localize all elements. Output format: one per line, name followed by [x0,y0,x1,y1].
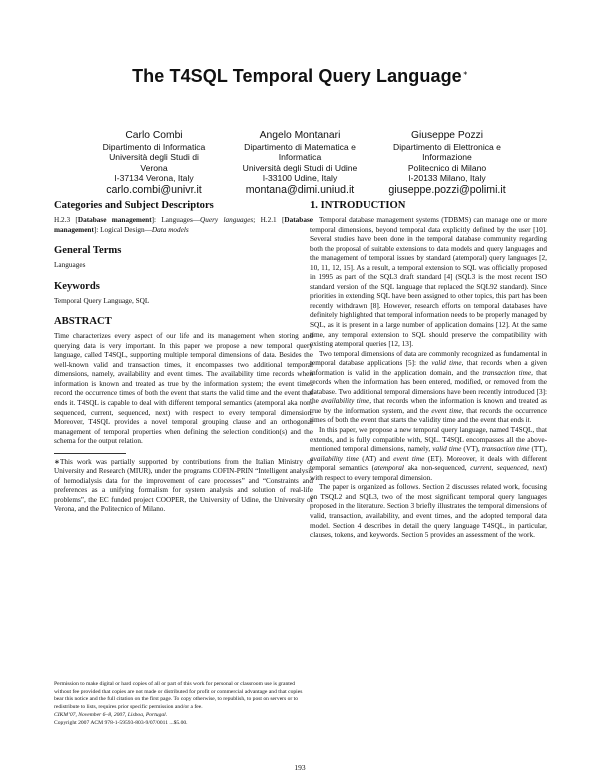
footnote-divider [54,453,126,454]
author-name: Giuseppe Pozzi [410,130,484,141]
author-email: giuseppe.pozzi@polimi.it [388,183,506,196]
author-affiliation-line: Dipartimento di Elettronica e [393,142,501,152]
intro-paragraph-1: Temporal database management systems (TDBMS) can manage one or more temporal dimensions, beyond temporal data explicitly defined by the user [10]. Several studies have been done in the temporal database community regarding both the proposal of suitable extensions to data models and query languages and the management of temporal issues by standard (atemporal) query languages [2, 10, 11, 12, 15]. As a result, a temporal extension to SQL was officially proposed in 1995 as part of the SQL3 draft standard [4] (SQL3 is the most recent ISO standard version of the SQL language that replaced the SQL92 standard). Since priorities in extending SQL have been assigned to other topics, this part has been recently withdrawn [8]. However, research efforts on temporal databases have definitely highlighted that temporal information needs to be properly managed by SQL, as it is present in a large number of application domains [12]. At the same time, any temporal extension to SQL should preserve the compatibility with existing atemporal queries [12, 13]. [310,216,547,349]
categories-heading: Categories and Subject Descriptors [54,200,214,211]
right-column [310,200,547,541]
permission-block [54,681,313,727]
categories-text: H.2.3 [Database management]: Languages—Query languages; H.2.1 [Database management]: Logical Design—Data models [54,216,314,234]
general-terms-heading: General Terms [54,245,122,257]
copyright-text: Copyright 2007 ACM 978-1-59593-803-9/07/0011 ...$5.00. [54,719,188,726]
author-affiliation-line: Università degli Studi di [109,152,199,163]
author-affiliation-line: Informazione [422,152,472,163]
author-name: Carlo Combi [125,130,183,141]
author-block-2 [222,129,378,197]
author-email: carlo.combi@univr.it [106,183,202,196]
author-affiliation-line: Dipartimento di Matematica e [244,142,356,152]
abstract-text: Time characterizes every aspect of our life and its management when storing and querying data is very important. In this paper we propose a new temporal query language, called T4SQL, supporting multiple temporal dimensions of data. Besides the well-known valid and transaction times, it encompasses two additional temporal dimensions, namely, availability and event times. The availability time records when information is known and treated as true by the information system; the event times record the occurrence times of both the event that starts the valid time and the event that ends it. T4SQL is capable to deal with different temporal semantics (atemporal aka non-sequenced, current, sequenced, next) with respect to every temporal dimension. Moreover, T4SQL provides a novel temporal grouping clause and an orthogonal management of temporal properties when defining the selection condition(s) and the schema for the output relation. [54,332,313,446]
intro-paragraph-3: In this paper, we propose a new temporal query language, named T4SQL, that extends, and is fully compatible with, SQL. T4SQL encompasses all the above-mentioned temporal dimensions, namely, valid time (VT), transaction time (TT), availability time (AT) and event time (ET). Moreover, it deals with different temporal semantics (atemporal aka non-sequenced, current, sequenced, next) with respect to every temporal dimension. [310,426,548,482]
author-affiliation-line: Politecnico di Milano [407,162,487,173]
author-email: montana@dimi.uniud.it [245,183,355,196]
author-affiliation-line: I-37134 Verona, Italy [114,173,194,184]
author-block-1 [76,129,232,197]
general-terms-text: Languages [54,261,86,270]
author-block-3 [369,129,525,197]
intro-paragraph-4: The paper is organized as follows. Section 2 discusses related work, focusing on TSQL2 and SQL3, two of the most significant temporal query languages proposed in the literature. Section 3 briefly illustrates the temporal dimensions of valid, transaction, availability, and event times, and the adopted temporal data model. Section 4 describes in detail the query language T4SQL, in particular, clauses, tokens, and keywords. Section 5 provides an assessment of the work. [310,483,547,540]
author-affiliation-line: Università degli Studi di Udine [242,162,358,173]
keywords-text: Temporal Query Language, SQL [54,296,150,305]
paper-title [0,66,600,87]
author-affiliation-line: Verona [140,162,168,173]
left-column [54,200,313,515]
intro-paragraph-2: Two temporal dimensions of data are commonly recognized as fundamental in temporal database applications [5]: the valid time, that records when a given information is valid in the application domain, and the transaction time, that records when the information has been entered, modified, or removed from the database. Two additional temporal dimensions have been recently introduced [3]: the availability time, that records when the information is known and treated as true by the information system, and the event time, that records the occurrence times of both the event that starts the validity time and the event that ends it. [310,349,548,425]
footnote-text: ∗This work was partially supported by contributions from the Italian Ministry of University and Research (MIUR), under the programs COFIN-PRIN “Intelligent analysis of hemodialysis data for the improvement of care processes” and “Constraints and preferences as a unifying formalism for system analysis and solution of real-life problems”, the EC funded project COOPER, the University of Udine, the University of Verona, and the Politecnico of Milano. [54,457,313,514]
author-affiliation-line: Informatica [278,152,322,163]
abstract-heading: ABSTRACT [54,316,112,328]
intro-heading: 1. INTRODUCTION [310,200,406,211]
venue-text: CIKM’07, November 6–8, 2007, Lisboa, Portugal. [54,711,168,718]
title-text: The T4SQL Temporal Query Language [132,66,462,86]
keywords-heading: Keywords [54,280,100,292]
author-name: Angelo Montanari [259,130,341,141]
author-affiliation-line: I-20133 Milano, Italy [408,173,486,184]
author-affiliation-line: I-33100 Udine, Italy [262,173,338,184]
intro-body [310,216,547,541]
permission-text: Permission to make digital or hard copies of all or part of this work for personal or classroom use is granted without fee provided that copies are not made or distributed for profit or commercial advantage and that copies bear this notice and the full citation on the first page. To copy otherwise, to republish, to post on servers or to redistribute to lists, requires prior specific permission and/or a fee. [54,681,303,711]
page-number: 193 [294,763,306,772]
author-affiliation-line: Dipartimento di Informatica [102,142,206,152]
title-footnote-mark: ∗ [462,71,468,77]
